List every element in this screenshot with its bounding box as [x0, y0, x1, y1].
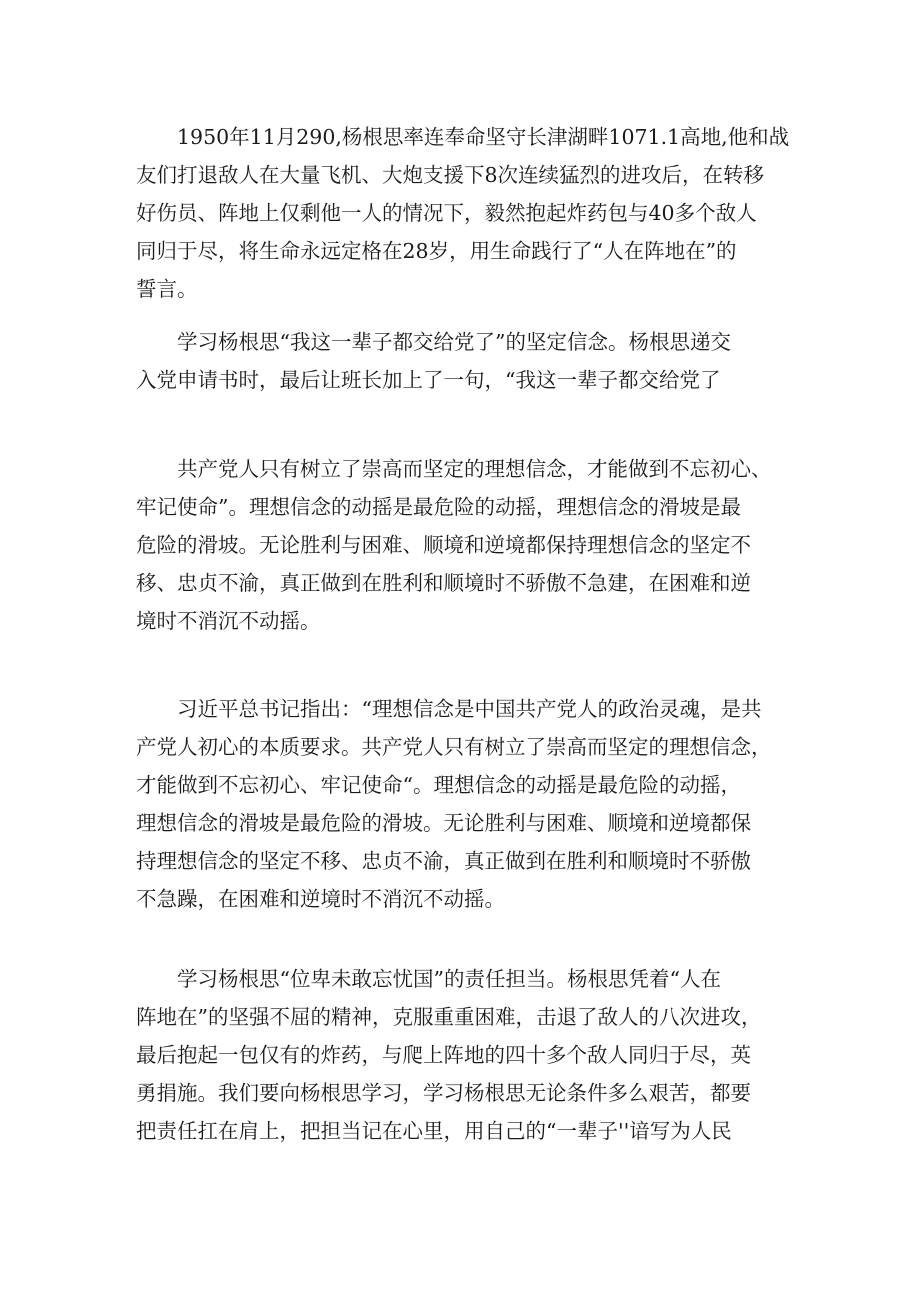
text-line: 好伤员、阵地上仅剩他一人的情况下，毅然抱起炸药包与40多个敌人	[136, 201, 757, 225]
text-line: 入党申请书时，最后让班长加上了一句，“我这一辈子都交给党了	[136, 368, 721, 392]
text-line: 把责任扛在肩上，把担当记在心里，用自己的“一辈子''谙写为人民	[136, 1119, 732, 1143]
text-line: 学习杨根思“我这一辈子都交给党了”的坚定信念。杨根思递交	[136, 330, 731, 354]
paragraph-ideals-and-beliefs	[136, 450, 796, 640]
paragraph-responsibility	[136, 960, 796, 1150]
text-line: 同归于尽，将生命永远定格在28岁，用生命践行了“人在阵地在”的	[136, 239, 737, 263]
text-line: 持理想信念的坚定不移、忠贞不渝，真正做到在胜利和顺境时不骄傲	[136, 849, 751, 873]
text-line: 危险的滑坡。无论胜利与困难、顺境和逆境都保持理想信念的坚定不	[136, 533, 751, 557]
text-line: 境时不消沉不动摇。	[136, 609, 321, 633]
paragraph-firm-belief	[136, 323, 796, 399]
paragraph-yang-gensi-battle	[136, 118, 796, 308]
text-line: 理想信念的滑坡是最危险的滑坡。无论胜利与困难、顺境和逆境都保	[136, 811, 751, 835]
text-line: 1950年11月290,杨根思率连奉命坚守长津湖畔1071.1高地,他和战	[136, 125, 790, 149]
text-line: 阵地在”的坚强不屈的精神，克服重重困难，击退了敌人的八次进攻，	[136, 1005, 762, 1029]
text-line: 不急躁，在困难和逆境时不消沉不动摇。	[136, 887, 505, 911]
text-line: 勇捐施。我们要向杨根思学习，学习杨根思无论条件多么艰苦，都要	[136, 1081, 751, 1105]
text-line: 产党人初心的本质要求。共产党人只有树立了崇高而坚定的理想信念，	[136, 735, 772, 759]
text-line: 移、忠贞不渝，真正做到在胜利和顺境时不骄傲不急建，在困难和逆	[136, 571, 751, 595]
text-line: 才能做到不忘初心、牢记使命“。理想信念的动摇是最危险的动摇，	[136, 773, 741, 797]
text-line: 友们打退敌人在大量飞机、大炮支援下8次连续猛烈的进攻后，在转移	[136, 163, 765, 187]
text-line: 学习杨根思“位卑未敢忘忧国”的责任担当。杨根思凭着“人在	[136, 967, 721, 991]
text-line: 习近平总书记指出：“理想信念是中国共产党人的政治灵魂，是共	[136, 697, 762, 721]
text-line: 最后抱起一包仅有的炸药，与爬上阵地的四十多个敌人同归于尽，英	[136, 1043, 751, 1067]
text-line: 誓言。	[136, 277, 198, 301]
text-line: 共产党人只有树立了崇高而坚定的理想信念，才能做到不忘初心、	[136, 457, 772, 481]
paragraph-xi-quote	[136, 690, 796, 918]
text-line: 牢记使命”。理想信念的动摇是最危险的动摇，理想信念的滑坡是最	[136, 495, 741, 519]
